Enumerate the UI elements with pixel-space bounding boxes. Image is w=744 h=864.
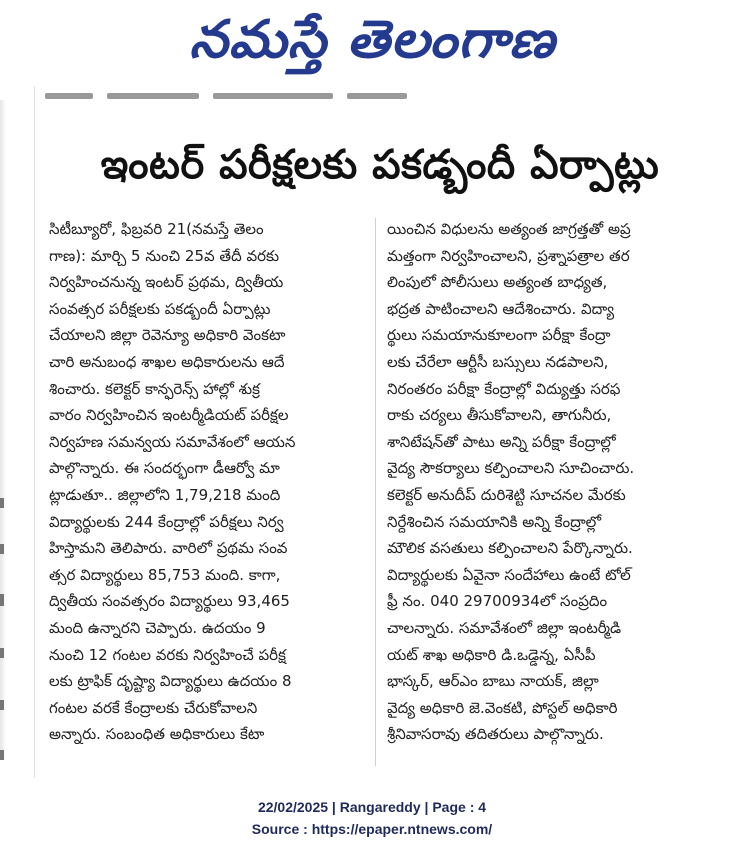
edge-mark [0, 700, 4, 710]
edge-mark [0, 498, 4, 508]
text-line: చారి అనుబంధ శాఖల అధికారులను ఆదే [49, 352, 285, 371]
text-line: మత్తంగా నిర్వహించాలని, ప్రశ్నాపత్రాల తర [387, 246, 630, 265]
column-divider [375, 218, 376, 766]
source-footer [0, 796, 744, 840]
text-line: సిటీబ్యూరో, ఫిబ్రవరి 21(నమస్తే తెలం [49, 220, 264, 238]
text-line: ద్వితీయ సంవత్సరం విద్యార్థులు 93,465 [49, 592, 290, 611]
text-line: కలెక్టర్ అనుదీప్ దురిశెట్టి సూచనల మేరకు [387, 485, 626, 504]
text-line: భద్రత పాటించాలని ఆదేశించారు. విద్యా [387, 299, 615, 318]
text-line: అన్నారు. సంబంధిత అధికారులు కేటా [49, 725, 265, 744]
text-line: విద్యార్థులకు ఏవైనా సందేహాలు ఉంటే టోల్ [387, 565, 631, 584]
text-line: శ్రీనివాసరావు తదితరులు పాల్గొన్నారు. [387, 725, 604, 744]
text-line: నిర్వహణ సమన్వయ సమావేశంలో ఆయన [49, 432, 296, 451]
article-column-right [387, 216, 705, 748]
edge-mark [0, 648, 4, 658]
text-line: చేయాలని జిల్లా రెవెన్యూ అధికారి వెంకటా [49, 326, 286, 345]
masthead-logo: నమస్తే తెలంగాణ [188, 10, 556, 70]
text-line: నిరంతరం పరీక్షా కేంద్రాల్లో విద్యుత్తు సరఫ [387, 379, 621, 398]
text-line: గాణ): మార్చి 5 నుంచి 25వ తేదీ వరకు [49, 246, 280, 265]
article-column-left [49, 216, 367, 748]
text-line: చాలన్నారు. సమావేశంలో జిల్లా ఇంటర్మీడి [387, 618, 622, 637]
text-line: ఫ్రీ నం. 040 29700934లో సంప్రదిం [387, 592, 608, 611]
text-line: లింపులో పోలీసులు అత్యంత బాధ్యత, [387, 273, 608, 292]
text-line: పాల్గొన్నారు. ఈ సందర్భంగా డీఆర్వో మా [49, 459, 280, 478]
text-line: మౌలిక వసతులు కల్పించాలని పేర్కొన్నారు. [387, 539, 633, 558]
text-line: ర్థులు సమయానుకూలంగా పరీక్షా కేంద్రా [387, 326, 611, 345]
text-line: శించారు. కలెక్టర్ కాన్ఫరెన్స్ హాల్లో శుక్ర [49, 379, 260, 398]
text-line: గంటల వరకే కేంద్రాలకు చేరుకోవాలని [49, 698, 258, 717]
text-line: భాస్కర్, ఆర్ఎం బాబు నాయక్, జిల్లా [387, 672, 599, 691]
edge-mark [0, 594, 4, 606]
text-line: ట్లాడుతూ.. జిల్లాలోని 1,79,218 మంది [49, 485, 281, 504]
article-clipping [34, 86, 725, 778]
text-line: శానిటేషన్‌తో పాటు అన్ని పరీక్షా కేంద్రాల్లో [387, 432, 616, 451]
edge-mark [0, 544, 4, 554]
edge-mark [0, 750, 4, 760]
text-line: విద్యార్థులకు 244 కేంద్రాల్లో పరీక్షలు నిర్వ [49, 512, 284, 531]
text-line: నిర్వహించనున్న ఇంటర్ ప్రథమ, ద్వితీయ [49, 273, 284, 292]
text-line: త్సర విద్యార్థులు 85,753 మంది. కాగా, [49, 565, 281, 584]
text-line: రాకు చర్యలు తీసుకోవాలని, తాగునీరు, [387, 406, 612, 425]
text-line: యించిన విధులను అత్యంత జాగ్రత్తతో అప్ర [387, 220, 631, 238]
date-edition-page: 22/02/2025 | Rangareddy | Page : 4 [257, 799, 487, 815]
text-line: యట్ శాఖ అధికారి డి.ఒడ్డెన్న, ఏసీపీ [387, 645, 596, 664]
article-headline: ఇంటర్ పరీక్షలకు పకడ్బందీ ఏర్పాట్లు [100, 142, 660, 188]
text-line: వారం నిర్వహించిన ఇంటర్మీడియట్ పరీక్షల [49, 406, 289, 425]
text-line: నుంచి 12 గంటల వరకు నిర్వహించే పరీక్ష [49, 645, 286, 664]
newspaper-masthead [0, 0, 744, 80]
text-line: మంది ఉన్నారని చెప్పారు. ఉదయం 9 [49, 618, 266, 637]
text-line: వైద్య అధికారి జె.వెంకటి, పోస్టల్ అధికారి [387, 698, 618, 717]
adjacent-clipping-edge [0, 100, 6, 760]
cut-off-previous-text [45, 90, 455, 102]
text-line: వైద్య సౌకర్యాలు కల్పించాలని సూచించారు. [387, 459, 635, 478]
source-url: Source : https://epaper.ntnews.com/ [251, 821, 493, 837]
text-line: లకు ట్రాఫిక్ దృష్ట్యా విద్యార్థులు ఉదయం 8 [49, 672, 292, 691]
text-line: హిస్తామని తెలిపారు. వారిలో ప్రథమ సంవ [49, 539, 288, 558]
text-line: సంవత్సర పరీక్షలకు పకడ్బందీ ఏర్పాట్లు [49, 299, 271, 318]
text-line: లకు చేరేలా ఆర్టీసీ బస్సులు నడపాలని, [387, 352, 609, 371]
text-line: నిర్దేశించిన సమయానికి అన్ని కేంద్రాల్లో [387, 512, 602, 531]
